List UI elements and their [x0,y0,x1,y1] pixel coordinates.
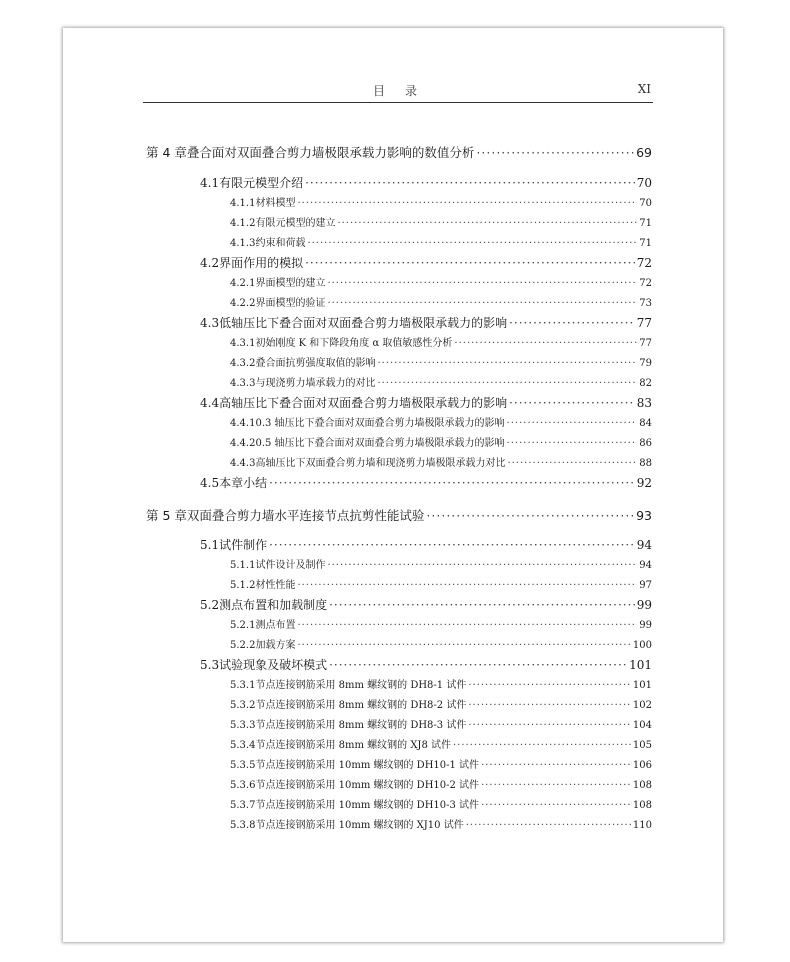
entry-number: 4.1.2 [230,218,256,229]
entry-number: 5.1 [200,538,220,552]
toc-subsection-entry[interactable] [230,796,652,811]
toc-subsection-entry[interactable] [230,334,652,349]
entry-title: 0.3 轴压比下叠合面对双面叠合剪力墙极限承载力的影响 [255,418,505,429]
entry-number: 4.2.2 [230,298,256,309]
entry-page-number: 94 [639,560,652,571]
entry-page-number: 108 [632,780,652,791]
entry-page-number: 72 [636,256,652,270]
entry-number: 4.1.1 [230,198,256,209]
entry-number: 5.3.1 [230,680,256,691]
dot-leader [453,740,631,751]
toc-subsection-entry[interactable] [230,756,652,771]
entry-number: 5.1.2 [230,580,256,591]
dot-leader [509,396,635,410]
entry-title: 节点连接钢筋采用 8mm 螺纹钢的 DH8-3 试件 [255,720,467,731]
entry-title: 测点布置 [255,620,296,631]
entry-title: 本章小结 [219,476,268,490]
dot-leader [481,760,631,771]
entry-title: 叠合面抗剪强度取值的影响 [255,358,376,369]
entry-page-number: 99 [636,598,652,612]
entry-title: 有限元模型的建立 [255,218,336,229]
entry-page-number: 100 [632,640,652,651]
entry-number: 5.2.1 [230,620,256,631]
entry-page-number: 94 [636,538,652,552]
entry-number: 4.2 [200,256,220,270]
entry-number: 4.3.3 [230,378,256,389]
toc-section-entry[interactable] [200,394,652,411]
entry-title: 双面叠合剪力墙水平连接节点抗剪性能试验 [186,508,425,523]
dot-leader [297,620,637,631]
entry-number: 5.2.2 [230,640,256,651]
entry-number: 4.3 [200,316,220,330]
dot-leader [377,358,637,369]
dot-leader [297,640,630,651]
entry-title: 测点布置和加载制度 [219,598,328,612]
dot-leader [337,218,637,229]
toc-subsection-entry[interactable] [230,414,652,429]
entry-page-number: 101 [632,680,652,691]
toc-section-entry[interactable] [200,254,652,271]
entry-title: 界面作用的模拟 [219,256,304,270]
entry-number: 4.3.2 [230,358,256,369]
entry-title: 试件设计及制作 [255,560,326,571]
dot-leader [269,538,635,552]
toc-chapter-entry[interactable] [146,143,652,161]
entry-page-number: 110 [632,820,652,831]
entry-number: 4.2.1 [230,278,256,289]
dot-leader [327,560,637,571]
entry-number: 5.3.7 [230,800,256,811]
dot-leader [269,476,635,490]
toc-subsection-entry[interactable] [230,636,652,651]
entry-title: 节点连接钢筋采用 10mm 螺纹钢的 DH10-1 试件 [255,760,480,771]
dot-leader [377,378,637,389]
entry-page-number: 101 [629,658,652,672]
entry-page-number: 86 [639,438,652,449]
header-title: 目录 [373,84,438,98]
entry-title: 节点连接钢筋采用 10mm 螺纹钢的 DH10-2 试件 [255,780,480,791]
entry-page-number: 105 [632,740,652,751]
entry-page-number: 70 [639,198,652,209]
entry-title: 有限元模型介绍 [219,176,304,190]
header-page-number: XI [637,82,651,96]
entry-title: 叠合面对双面叠合剪力墙极限承载力影响的数值分析 [186,145,475,160]
entry-title: 节点连接钢筋采用 10mm 螺纹钢的 DH10-3 试件 [255,800,480,811]
dot-leader [507,438,638,449]
entry-page-number: 88 [639,458,652,469]
entry-number: 4.3.1 [230,338,256,349]
entry-number: 4.1 [200,176,220,190]
entry-page-number: 82 [639,378,652,389]
dot-leader [468,680,631,691]
dot-leader [468,700,631,711]
toc-subsection-entry[interactable] [230,374,652,389]
toc-section-entry[interactable] [200,596,652,613]
entry-title: 界面模型的验证 [255,298,326,309]
entry-page-number: 108 [632,800,652,811]
dot-leader [327,278,637,289]
toc-section-entry[interactable] [200,174,652,191]
entry-title: 材料模型 [255,198,296,209]
entry-number: 4.4.2 [230,438,256,449]
toc-subsection-entry[interactable] [230,776,652,791]
toc-subsection-entry[interactable] [230,214,652,229]
toc-subsection-entry[interactable] [230,676,652,691]
entry-title: 界面模型的建立 [255,278,326,289]
entry-page-number: 99 [639,620,652,631]
toc-section-entry[interactable] [200,536,652,553]
entry-page-number: 69 [636,145,652,160]
toc-section-entry[interactable] [200,656,652,673]
entry-number: 4.4 [200,396,220,410]
dot-leader [297,580,637,591]
entry-title: 节点连接钢筋采用 10mm 螺纹钢的 XJ10 试件 [255,820,464,831]
toc-subsection-entry[interactable] [230,716,652,731]
entry-page-number: 97 [639,580,652,591]
dot-leader [468,720,631,731]
entry-number: 5.3.5 [230,760,256,771]
entry-number: 第 5 章 [146,508,187,523]
entry-number: 5.1.1 [230,560,256,571]
entry-title: 节点连接钢筋采用 8mm 螺纹钢的 DH8-2 试件 [255,700,467,711]
dot-leader [327,298,637,309]
entry-number: 第 4 章 [146,145,187,160]
toc-subsection-entry[interactable] [230,816,652,831]
entry-title: 加载方案 [255,640,296,651]
entry-page-number: 93 [636,508,652,523]
toc-section-entry[interactable] [200,314,652,331]
dot-leader [426,508,634,523]
entry-number: 5.3.6 [230,780,256,791]
entry-title: 节点连接钢筋采用 8mm 螺纹钢的 XJ8 试件 [255,740,451,751]
entry-page-number: 71 [639,218,652,229]
entry-number: 4.4.3 [230,458,256,469]
entry-page-number: 79 [639,358,652,369]
entry-number: 5.3.3 [230,720,256,731]
entry-page-number: 70 [636,176,652,190]
entry-title: 材性性能 [255,580,296,591]
toc-chapter-entry[interactable] [146,506,652,524]
toc-section-entry[interactable] [200,474,652,491]
running-header [143,80,653,103]
entry-title: 与现浇剪力墙承载力的对比 [255,378,376,389]
toc-subsection-entry[interactable] [230,234,652,249]
entry-page-number: 83 [636,396,652,410]
entry-page-number: 72 [639,278,652,289]
toc-subsection-entry[interactable] [230,274,652,289]
entry-title: 高轴压比下双面叠合剪力墙和现浇剪力墙极限承载力对比 [255,458,506,469]
toc-subsection-entry[interactable] [230,696,652,711]
dot-leader [466,820,631,831]
entry-page-number: 77 [636,316,652,330]
entry-title: 初始刚度 K 和下降段角度 α 取值敏感性分析 [255,338,453,349]
toc-subsection-entry[interactable] [230,556,652,571]
toc-subsection-entry[interactable] [230,454,652,469]
entry-title: 节点连接钢筋采用 8mm 螺纹钢的 DH8-1 试件 [255,680,467,691]
entry-number: 5.2 [200,598,220,612]
entry-number: 5.3.4 [230,740,256,751]
entry-number: 4.5 [200,476,220,490]
entry-title: 0.5 轴压比下叠合面对双面叠合剪力墙极限承载力的影响 [255,438,505,449]
entry-page-number: 92 [636,476,652,490]
entry-page-number: 71 [639,238,652,249]
entry-number: 4.4.1 [230,418,256,429]
dot-leader [481,780,631,791]
entry-title: 低轴压比下叠合面对双面叠合剪力墙极限承载力的影响 [219,316,508,330]
entry-page-number: 102 [632,700,652,711]
toc-subsection-entry[interactable] [230,576,652,591]
dot-leader [476,145,634,160]
dot-leader [481,800,631,811]
dot-leader [305,176,635,190]
dot-leader [454,338,637,349]
toc-subsection-entry[interactable] [230,194,652,209]
entry-page-number: 104 [632,720,652,731]
entry-page-number: 106 [632,760,652,771]
toc-subsection-entry[interactable] [230,294,652,309]
entry-page-number: 77 [639,338,652,349]
dot-leader [507,418,638,429]
entry-number: 5.3.8 [230,820,256,831]
entry-title: 高轴压比下叠合面对双面叠合剪力墙极限承载力的影响 [219,396,508,410]
entry-title: 试件制作 [219,538,268,552]
toc-subsection-entry[interactable] [230,434,652,449]
entry-number: 4.1.3 [230,238,256,249]
toc-subsection-entry[interactable] [230,354,652,369]
toc-subsection-entry[interactable] [230,616,652,631]
dot-leader [329,598,635,612]
entry-number: 5.3.2 [230,700,256,711]
dot-leader [307,238,637,249]
dot-leader [329,658,627,672]
entry-title: 试验现象及破坏模式 [219,658,328,672]
entry-page-number: 84 [639,418,652,429]
entry-title: 约束和荷载 [255,238,306,249]
dot-leader [297,198,637,209]
toc-subsection-entry[interactable] [230,736,652,751]
dot-leader [509,316,635,330]
entry-page-number: 73 [639,298,652,309]
dot-leader [305,256,635,270]
entry-number: 5.3 [200,658,220,672]
dot-leader [507,458,637,469]
